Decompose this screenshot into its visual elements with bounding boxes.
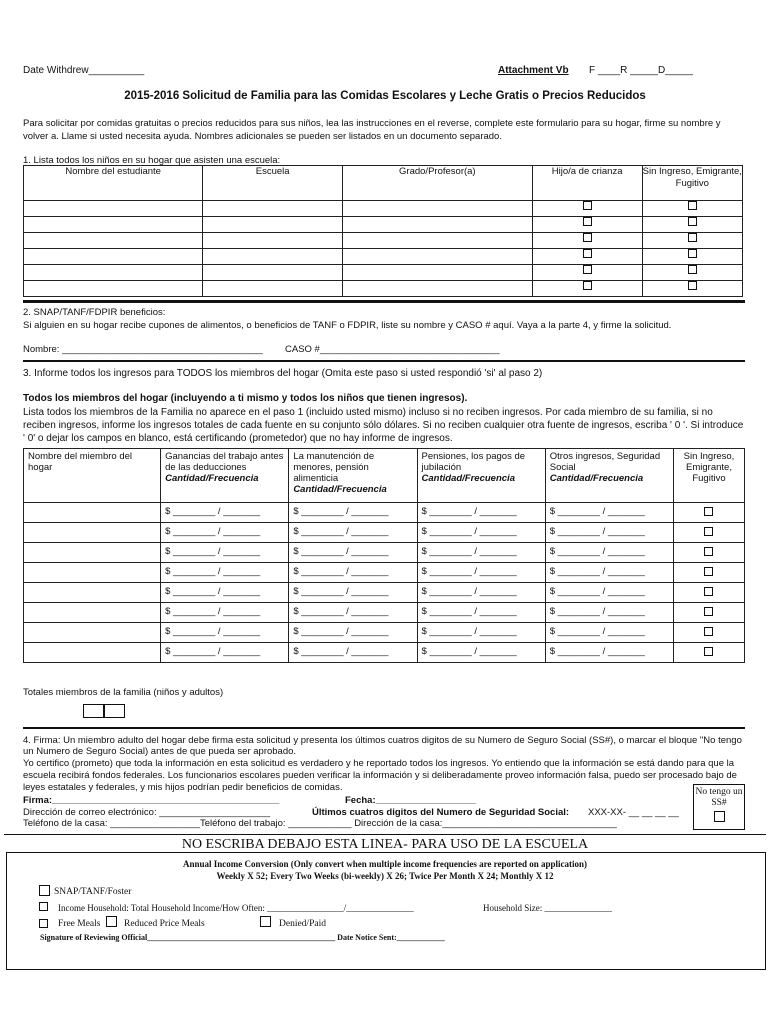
checkbox[interactable] <box>704 647 713 656</box>
step3-bold: Todos los miembros del hogar (incluyendo a ti mismo y todos los niños que tienen ingresos). <box>23 393 468 404</box>
checkbox[interactable] <box>688 233 697 242</box>
table-row <box>24 233 743 249</box>
table-row: $ ________ / _______ $ ________ / _______ $ ________ / _______ $ ________ / _______ <box>24 603 745 623</box>
divider <box>4 834 766 835</box>
income-checkbox[interactable] <box>39 902 48 911</box>
step2-label: 2. SNAP/TANF/FDPIR beneficios: <box>23 307 166 318</box>
table-row <box>24 281 743 297</box>
col-grade: Grado/Profesor(a) <box>343 166 533 201</box>
checkbox[interactable] <box>583 233 592 242</box>
table-row: $ ________ / _______ $ ________ / _______ $ ________ / _______ $ ________ / _______ <box>24 503 745 523</box>
checkbox[interactable] <box>704 587 713 596</box>
checkbox[interactable] <box>704 567 713 576</box>
snap-name-field[interactable]: Nombre: ______________________________________ <box>23 344 263 355</box>
phone-address-fields[interactable]: Teléfono de la casa: _________________Teléfono del trabajo: ____________ Dirección de la casa:_________________________________ <box>23 818 617 829</box>
col-foster: Hijo/a de crianza <box>532 166 642 201</box>
email-field[interactable]: Dirección de correo electrónico: _____________________ <box>23 807 271 818</box>
step3-text: Lista todos los miembros de la Familia no aparece en el paso 1 (incluido usted mismo) incluso si no reciben ingresos. Por cada miembro de su familia, si no reciben ingresos, informe los ingresos totales de cada fuente en su conjunto sólo dólares. Si no reciben cualquier otra fuente de ingresos, escriba ' 0 '. Si introduce ' 0' o dejar los campos en blanco, está certificando (prometedor) que no hay informe de ingresos. <box>23 407 744 444</box>
step4-intro: 4. Firma: Un miembro adulto del hogar debe firma esta solicitud y presenta los últimos cuatros digitos de su Numero de Seguro Social (SS#), o marcar el bloque "No tengo un Numero de Seguro Social) antes de que pueda ser aprobado. <box>23 735 742 757</box>
col-pension: Pensiones, los pagos de jubilación Cantidad/Frecuencia <box>417 449 545 503</box>
table-row <box>24 265 743 281</box>
income-table <box>23 448 745 663</box>
step3-label: 3. Informe todos los ingresos para TODOS los miembros del hogar (Omita este paso si usted respondió 'si' al paso 2) <box>23 368 543 379</box>
intro-text: Para solicitar por comidas gratuitas o precios reducidos para sus niños, lea las instrucciones en el reverse, complete este formulario para su hogar, firme su nombre y volver a. Llame si usted necesita ayuda. Nombres adicionales se pueden ser listados en un documento separado. <box>23 118 721 142</box>
col-student-name: Nombre del estudiante <box>24 166 203 201</box>
checkbox[interactable] <box>704 607 713 616</box>
divider <box>23 300 745 303</box>
col-other: Otros ingresos, Seguridad Social Cantidad/Frecuencia <box>545 449 673 503</box>
reduced-checkbox[interactable] <box>106 916 117 927</box>
date-field[interactable]: Fecha:___________________ <box>345 795 477 806</box>
table-row: $ ________ / _______ $ ________ / _______ $ ________ / _______ $ ________ / _______ <box>24 623 745 643</box>
col-earnings: Ganancias del trabajo antes de las deducciones Cantidad/Frecuencia <box>161 449 289 503</box>
denied-checkbox[interactable] <box>260 916 271 927</box>
checkbox[interactable] <box>688 281 697 290</box>
step2-text: Si alguien en su hogar recibe cupones de alimentos, o beneficios de TANF o FDPIR, liste su nombre y CASO # aquí. Vaya a la parte 4, y firme la solicitud. <box>23 320 672 331</box>
totals-label: Totales miembros de la familia (niños y adultos) <box>23 687 224 698</box>
attachment-label: Attachment Vb <box>498 65 569 76</box>
free-meals-checkbox[interactable] <box>39 919 48 928</box>
checkbox[interactable] <box>704 547 713 556</box>
step1-label: 1. Lista todos los niños en su hogar que asisten una escuela: <box>23 155 281 166</box>
checkbox[interactable] <box>583 265 592 274</box>
totals-box[interactable] <box>83 704 104 718</box>
conversion-title: Annual Income Conversion (Only convert when multiple income frequencies are reported on application) <box>183 859 587 869</box>
divider <box>23 727 745 729</box>
table-row <box>24 217 743 233</box>
table-row: $ ________ / _______ $ ________ / _______ $ ________ / _______ $ ________ / _______ <box>24 523 745 543</box>
table-row: $ ________ / _______ $ ________ / _______ $ ________ / _______ $ ________ / _______ <box>24 643 745 663</box>
income-household-field[interactable]: Income Household: Total Household Income/How Often: _________________/_______________ <box>58 903 414 913</box>
frd-field[interactable]: F ____R _____D_____ <box>589 65 693 76</box>
table-row: $ ________ / _______ $ ________ / _______ $ ________ / _______ $ ________ / _______ <box>24 583 745 603</box>
no-ssn-checkbox[interactable] <box>714 811 725 822</box>
conversion-rates: Weekly X 52; Every Two Weeks (bi-weekly) X 26; Twice Per Month X 24; Monthly X 12 <box>216 871 554 881</box>
checkbox[interactable] <box>688 265 697 274</box>
free-meals-label: Free Meals <box>58 919 101 929</box>
page-title: 2015-2016 Solicitud de Familia para las Comidas Escolares y Leche Gratis o Precios Reducidos <box>124 90 646 102</box>
totals-box[interactable] <box>104 704 125 718</box>
ssn-label: Últimos cuatros digitos del Numero de Seguridad Social: <box>312 807 570 818</box>
snap-label: SNAP/TANF/Foster <box>54 887 132 897</box>
checkbox[interactable] <box>583 201 592 210</box>
table-row <box>24 201 743 217</box>
denied-label: Denied/Paid <box>279 919 326 929</box>
checkbox[interactable] <box>688 249 697 258</box>
table-row: $ ________ / _______ $ ________ / _______ $ ________ / _______ $ ________ / _______ <box>24 543 745 563</box>
reduced-label: Reduced Price Meals <box>124 919 205 929</box>
col-no-income: Sin Ingreso, Emigrante, Fugitivo <box>673 449 744 503</box>
children-table <box>23 165 743 297</box>
office-banner: NO ESCRIBA DEBAJO ESTA LINEA- PARA USO DE LA ESCUELA <box>181 837 589 852</box>
checkbox[interactable] <box>688 201 697 210</box>
checkbox[interactable] <box>704 507 713 516</box>
date-withdrew: Date Withdrew__________ <box>23 65 145 76</box>
divider <box>23 360 745 362</box>
table-row: $ ________ / _______ $ ________ / _______ $ ________ / _______ $ ________ / _______ <box>24 563 745 583</box>
snap-checkbox[interactable] <box>39 885 50 896</box>
household-size-field[interactable]: Household Size: _______________ <box>483 903 612 913</box>
checkbox[interactable] <box>583 249 592 258</box>
no-ssn-box: No tengo un SS# <box>693 784 745 830</box>
ssn-field[interactable]: XXX-XX- __ __ __ __ <box>588 807 679 818</box>
checkbox[interactable] <box>704 527 713 536</box>
checkbox[interactable] <box>688 217 697 226</box>
table-row <box>24 249 743 265</box>
case-number-field[interactable]: CASO #__________________________________ <box>285 344 500 355</box>
col-school: Escuela <box>203 166 343 201</box>
step4-certify: Yo certifico (prometo) que toda la información en esta solicitud es verdadero y he reportado todos los ingresos. Yo entiendo que la información se está dando para que la escuela recibirá fondos federales. Los funcionarios escolares pueden verificar la información y si deliberadamente proveo información falsa, puedo ser procesado bajo de leyes estatales y federales, y mis hijos podrían pedir beneficios de comidas. <box>23 758 737 793</box>
checkbox[interactable] <box>704 627 713 636</box>
checkbox[interactable] <box>583 281 592 290</box>
col-member-name: Nombre del miembro del hogar <box>24 449 161 503</box>
col-no-income: Sin Ingreso, Emigrante, Fugitivo <box>642 166 742 201</box>
col-support: La manutención de menores, pensión alimenticia Cantidad/Frecuencia <box>289 449 417 503</box>
signature-field[interactable]: Firma:___________________________________________ <box>23 795 280 806</box>
checkbox[interactable] <box>583 217 592 226</box>
official-signature-field[interactable]: Signature of Reviewing Official_______________________________________________ Date Notice Sent:____________ <box>40 933 445 942</box>
